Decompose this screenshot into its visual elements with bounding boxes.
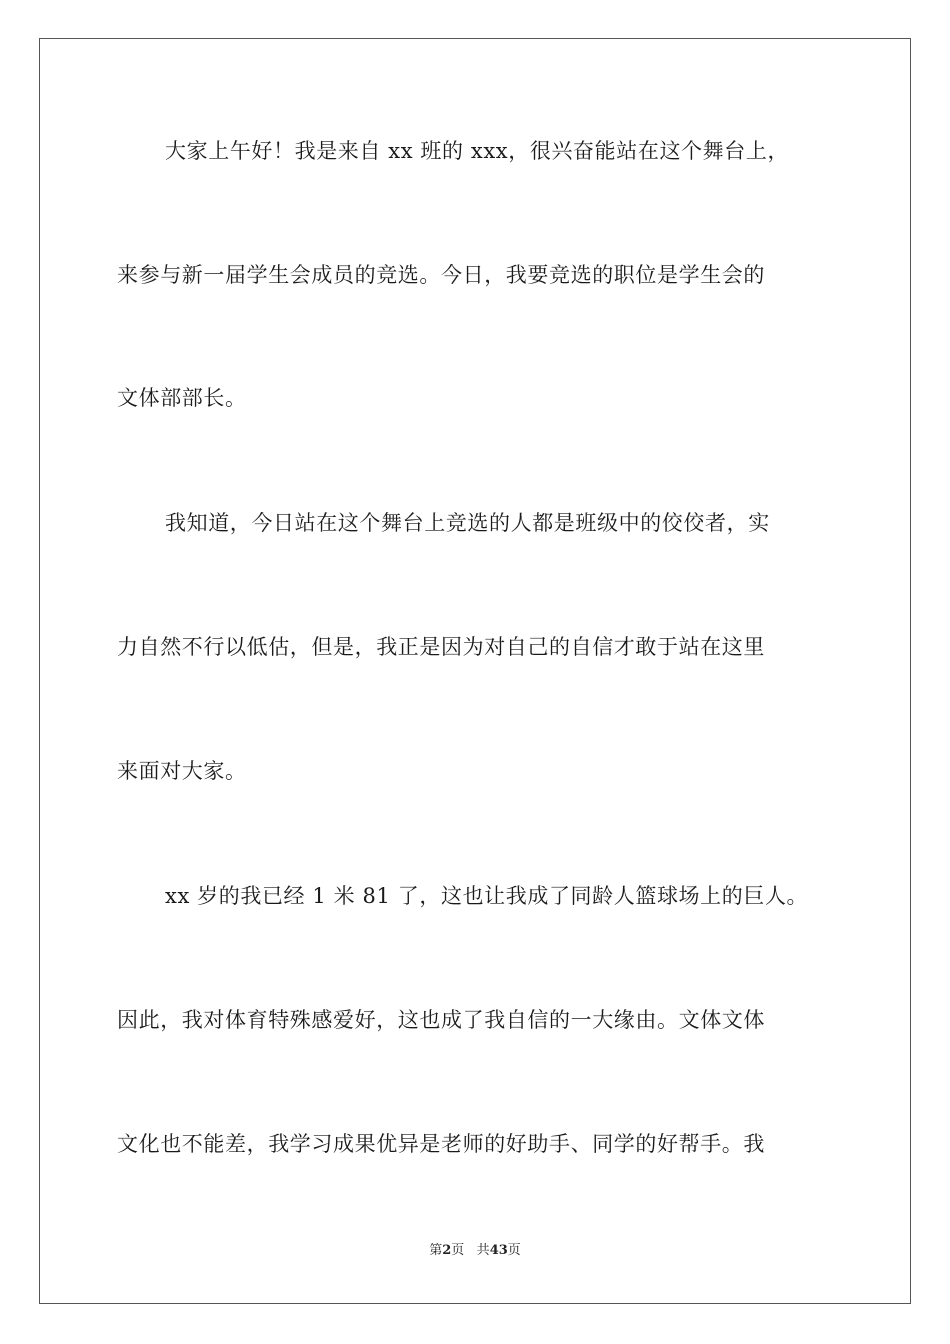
text-line-6: 来面对大家。 [117,759,247,783]
footer-total-prefix: 共 [476,1243,490,1258]
footer-page-suffix: 页 [451,1243,465,1258]
page-footer [0,1242,950,1260]
text-line-8: 因此，我对体育特殊感爱好，这也成了我自信的一大缘由。文体文体 [117,1008,765,1032]
text-line-2: 来参与新一届学生会成员的竞选。今日，我要竞选的职位是学生会的 [117,263,765,287]
text-line-1: 大家上午好！我是来自 xx 班的 xxx，很兴奋能站在这个舞台上， [165,139,790,163]
text-line-4: 我知道，今日站在这个舞台上竞选的人都是班级中的佼佼者，实 [165,511,770,535]
footer-page-number: 2 [442,1243,452,1258]
text-line-9: 文化也不能差，我学习成果优异是老师的好助手、同学的好帮手。我 [117,1132,765,1156]
footer-total-pages: 43 [489,1243,508,1258]
text-line-7: xx 岁的我已经 1 米 81 了，这也让我成了同龄人篮球场上的巨人。 [165,884,809,908]
text-line-3: 文体部部长。 [117,386,247,410]
page-border [39,38,911,1304]
text-line-5: 力自然不行以低估，但是，我正是因为对自己的自信才敢于站在这里 [117,635,765,659]
footer-page-prefix: 第 [429,1243,443,1258]
footer-total-suffix: 页 [507,1243,521,1258]
